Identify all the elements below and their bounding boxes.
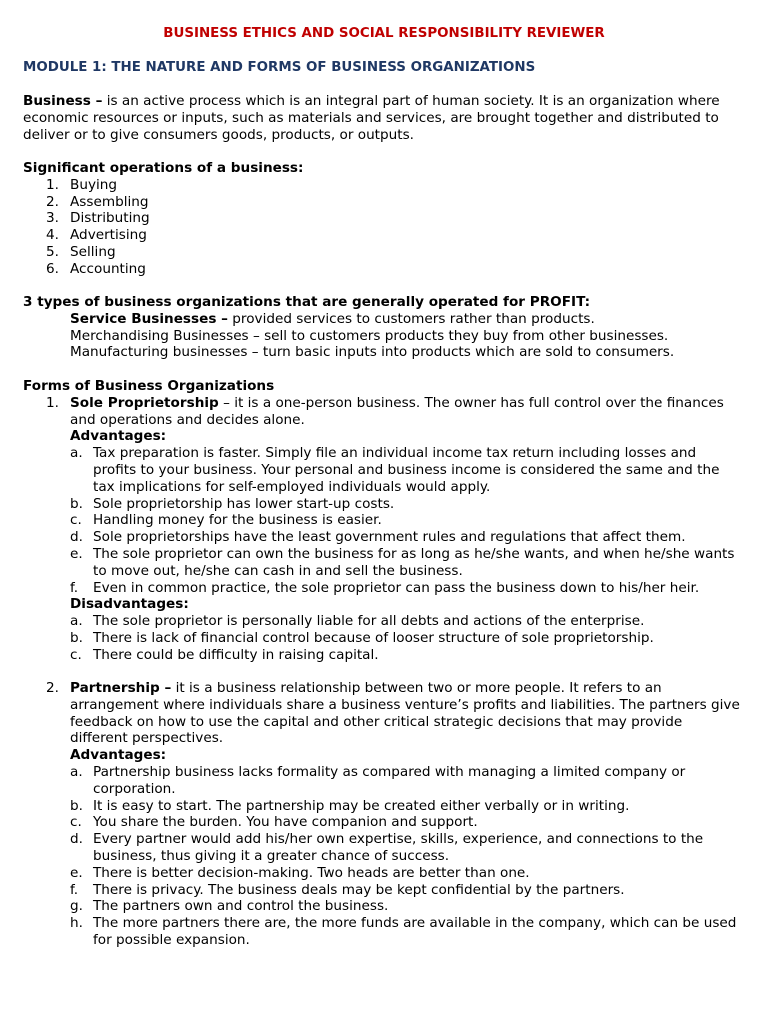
list-item: g. The partners own and control the business. (70, 898, 389, 915)
sole-disadvantages-heading: Disadvantages: (70, 596, 189, 613)
list-item: d. Sole proprietorships have the least government rules and regulations that affect them. (70, 529, 686, 546)
list-item: b. Sole proprietorship has lower start-up costs. (70, 495, 395, 512)
types-heading: 3 types of business organizations that are generally operated for PROFIT: (23, 294, 591, 310)
business-term: Business – (23, 93, 103, 109)
partnership-section (23, 680, 743, 949)
business-types-section (23, 294, 743, 361)
list-item: 4. Advertising (46, 227, 147, 244)
list-item: f. Even in common practice, the sole proprietor can pass the business down to his/her heir. (70, 579, 700, 596)
document-title: BUSINESS ETHICS AND SOCIAL RESPONSIBILITY REVIEWER (163, 26, 605, 41)
list-item: c. Handling money for the business is easier. (70, 512, 382, 529)
list-item: h. The more partners there are, the more funds are available in the company, which can be used for possible expansion. (70, 915, 737, 948)
module-heading: MODULE 1: THE NATURE AND FORMS OF BUSINESS ORGANIZATIONS (23, 60, 536, 75)
operations-heading: Significant operations of a business: (23, 160, 304, 176)
business-definition-text: is an active process which is an integral part of human society. It is an organization where economic resources or inputs, such as materials and services, are brought together and distributed to deliver or to give consumers goods, products, or outputs. (23, 93, 720, 143)
operations-section (23, 160, 743, 278)
sole-advantages-heading: Advantages: (70, 428, 167, 445)
list-item: a. The sole proprietor is personally liable for all debts and actions of the enterprise. (70, 613, 645, 630)
list-item: e. The sole proprietor can own the business for as long as he/she wants, and when he/she wants to move out, he/she can cash in and sell the business. (70, 545, 735, 579)
list-item: f. There is privacy. The business deals may be kept confidential by the partners. (70, 881, 625, 898)
sole-proprietorship-item: 1. Sole Proprietorship – it is a one-person business. The owner has full control over the finances and operations and decides alone. (46, 394, 724, 428)
list-item: a. Partnership business lacks formality as compared with managing a limited company or corporation. (70, 763, 686, 797)
list-item: e. There is better decision-making. Two heads are better than one. (70, 864, 530, 881)
list-item: 1. Buying (46, 176, 118, 193)
business-definition (23, 93, 743, 143)
list-item: d. Every partner would add his/her own expertise, skills, experience, and connections to the business, thus giving it a greater chance of success. (70, 831, 704, 864)
list-item: b. There is lack of financial control because of looser structure of sole proprietorship. (70, 629, 654, 646)
partnership-advantages-heading: Advantages: (70, 747, 167, 764)
operations-list (23, 177, 743, 278)
partnership-item: 2. Partnership – it is a business relationship between two or more people. It refers to an arrangement where individuals share a business venture’s profits and liabilities. The partners give feedback on how to use the capital and other critical strategic decisions that may provide different perspectives. (46, 680, 740, 747)
list-item: c. There could be difficulty in raising capital. (70, 646, 379, 663)
forms-section (23, 378, 743, 664)
service-businesses: Service Businesses – provided services to customers rather than products. (70, 310, 595, 327)
list-item: c. You share the burden. You have companion and support. (70, 814, 478, 831)
merchandising-businesses: Merchandising Businesses – sell to customers products they buy from other businesses. (70, 327, 669, 344)
list-item: 5. Selling (46, 243, 116, 260)
manufacturing-businesses: Manufacturing businesses – turn basic inputs into products which are sold to consumers. (70, 344, 675, 361)
list-item: 6. Accounting (46, 260, 146, 277)
forms-heading: Forms of Business Organizations (23, 378, 275, 394)
list-item: 2. Assembling (46, 193, 149, 210)
list-item: b. It is easy to start. The partnership may be created either verbally or in writing. (70, 797, 630, 814)
list-item: a. Tax preparation is faster. Simply file an individual income tax return including losses and profits to your business. Your personal and business income is considered the same and the tax implications for self-employed individuals would apply. (70, 445, 720, 495)
list-item: 3. Distributing (46, 210, 150, 227)
